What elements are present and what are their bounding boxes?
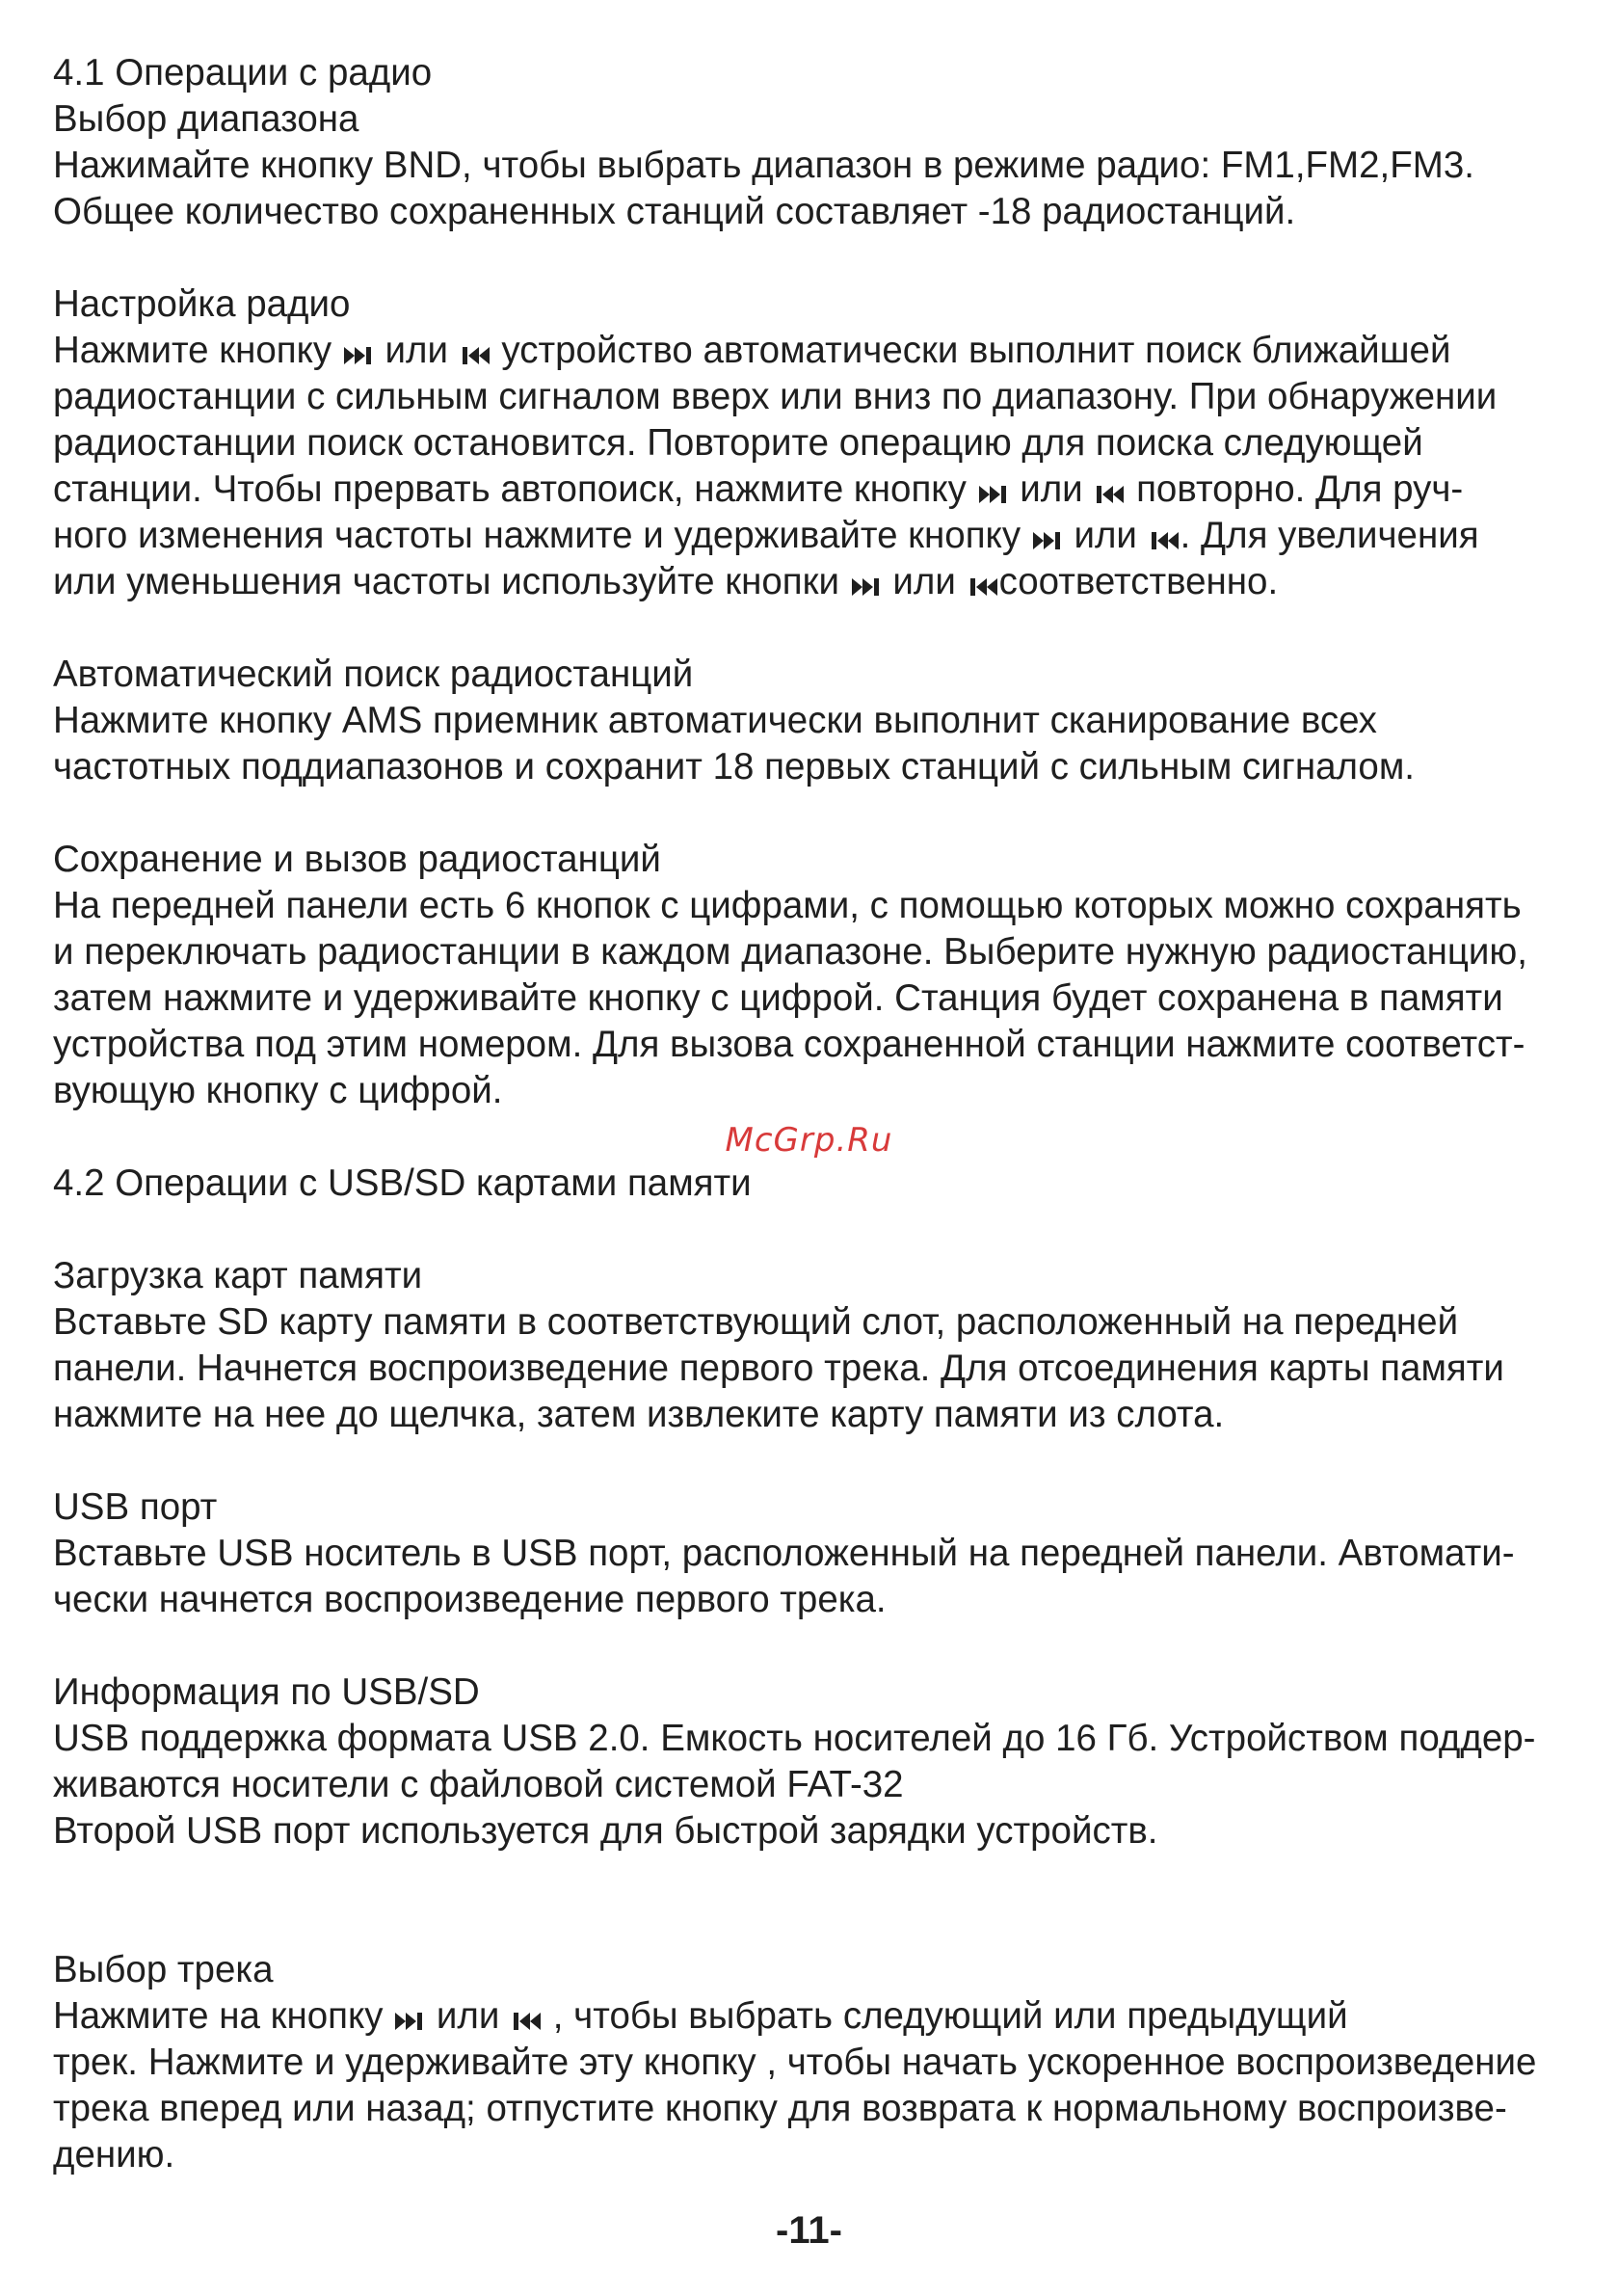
paragraph-line: Нажимайте кнопку BND, чтобы выбрать диапазон в режиме радио: FM1,FM2,FM3. (53, 145, 1474, 186)
previous-track-icon (1148, 530, 1180, 551)
paragraph-line: USB поддержка формата USB 2.0. Емкость носителей до 16 Гб. Устройством поддер- (53, 1718, 1536, 1759)
paragraph-line: частотных поддиапазонов и сохранит 18 первых станций с сильным сигналом. (53, 746, 1415, 788)
previous-track-icon (1093, 484, 1126, 505)
previous-track-icon (967, 576, 999, 598)
paragraph-line: Нажмите на кнопку или , чтобы выбрать следующий или предыдущий (53, 1995, 1348, 2037)
section-heading-usb: 4.2 Операции с USB/SD картами памяти (53, 1162, 752, 1204)
subheading-auto-search: Автоматический поиск радиостанций (53, 654, 694, 695)
paragraph-line: Вставьте SD карту памяти в соответствующий слот, расположенный на передней (53, 1301, 1459, 1343)
paragraph-line: ного изменения частоты нажмите и удерживайте кнопку или . Для увеличения (53, 515, 1479, 556)
subheading-usb-info: Информация по USB/SD (53, 1671, 480, 1713)
subheading-band: Выбор диапазона (53, 98, 359, 140)
watermark: McGrp.Ru (725, 1121, 893, 1160)
paragraph-line: На передней панели есть 6 кнопок с цифрами, с помощью которых можно сохранять (53, 885, 1522, 926)
paragraph-line: радиостанции с сильным сигналом вверх или вниз по диапазону. При обнаружении (53, 376, 1498, 417)
paragraph-line: Общее количество сохраненных станций составляет -18 радиостанций. (53, 191, 1296, 232)
paragraph-line: панели. Начнется воспроизведение первого трека. Для отсоединения карты памяти (53, 1348, 1504, 1389)
paragraph-line: трека вперед или назад; отпустите кнопку для возврата к нормальному воспроизве- (53, 2088, 1507, 2129)
next-track-icon (977, 484, 1010, 505)
paragraph-line: радиостанции поиск остановится. Повторите операцию для поиска следующей (53, 422, 1423, 464)
next-track-icon (1031, 530, 1064, 551)
next-track-icon (850, 576, 883, 598)
next-track-icon (393, 2011, 426, 2032)
subheading-memory-cards: Загрузка карт памяти (53, 1255, 423, 1296)
subheading-presets: Сохранение и вызов радиостанций (53, 839, 661, 880)
paragraph-line: трек. Нажмите и удерживайте эту кнопку , чтобы начать ускоренное воспроизведение (53, 2042, 1537, 2083)
paragraph-line: или уменьшения частоты используйте кнопки или соответственно. (53, 561, 1279, 602)
paragraph-line: Второй USB порт используется для быстрой зарядки устройств. (53, 1810, 1158, 1852)
section-heading-radio: 4.1 Операции с радио (53, 52, 433, 93)
paragraph-line: Вставьте USB носитель в USB порт, расположенный на передней панели. Автомати- (53, 1533, 1515, 1574)
paragraph-line: Нажмите кнопку AMS приемник автоматически выполнит сканирование всех (53, 700, 1377, 741)
paragraph-line: станции. Чтобы прервать автопоиск, нажмите кнопку или повторно. Для руч- (53, 468, 1464, 510)
paragraph-line: устройства под этим номером. Для вызова сохраненной станции нажмите соответст- (53, 1024, 1525, 1065)
paragraph-line: вующую кнопку с цифрой. (53, 1070, 503, 1111)
paragraph-line: Нажмите кнопку или устройство автоматически выполнит поиск ближайшей (53, 330, 1451, 371)
paragraph-line: чески начнется воспроизведение первого трека. (53, 1579, 887, 1620)
previous-track-icon (510, 2011, 543, 2032)
manual-page (53, 50, 1576, 2178)
paragraph-line: затем нажмите и удерживайте кнопку с цифрой. Станция будет сохранена в памяти (53, 977, 1503, 1019)
page-number: -11- (776, 2209, 842, 2252)
next-track-icon (342, 345, 375, 366)
paragraph-line: живаются носители с файловой системой FAT-32 (53, 1764, 904, 1805)
subheading-tuning: Настройка радио (53, 283, 351, 325)
paragraph-line: дению. (53, 2134, 175, 2176)
previous-track-icon (459, 345, 491, 366)
paragraph-line: и переключать радиостанции в каждом диапазоне. Выберите нужную радиостанцию, (53, 931, 1527, 973)
subheading-track-select: Выбор трека (53, 1949, 274, 1990)
paragraph-line: нажмите на нее до щелчка, затем извлеките карту памяти из слота. (53, 1394, 1225, 1435)
subheading-usb-port: USB порт (53, 1486, 218, 1528)
